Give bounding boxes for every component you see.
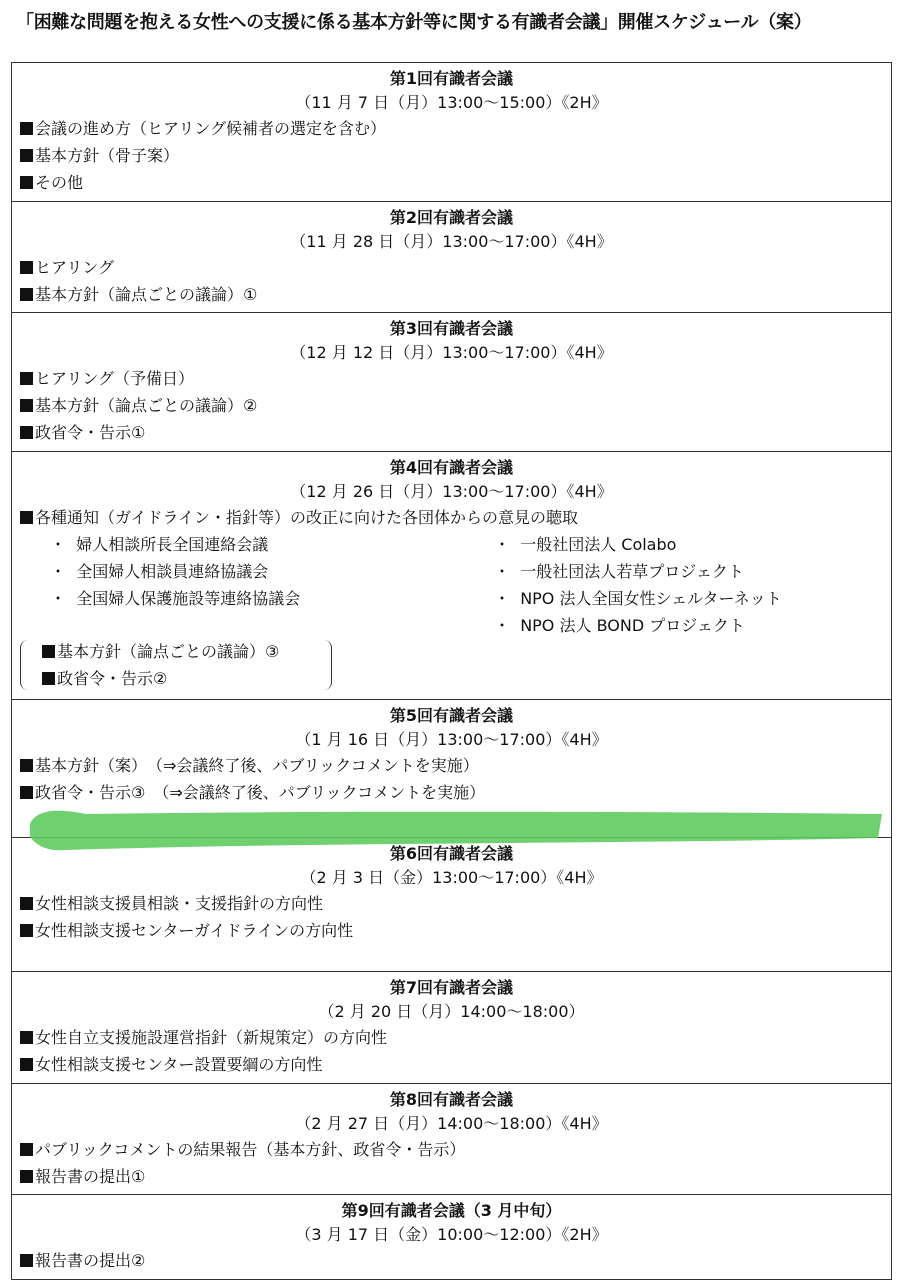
agenda-item: ヒアリング [12,254,891,281]
meeting-date: （2 月 27 日（月）14:00～18:00）《4H》 [295,1114,608,1133]
agenda-item: パブリックコメントの結果報告（基本方針、政省令・告示） [12,1136,891,1163]
agenda-item: 基本方針（案） （⇒会議終了後、パブリックコメントを実施） [12,752,891,779]
meeting-7 [12,972,891,1084]
meeting-title: 第3回有識者会議 [389,319,514,338]
agenda-item: 女性自立支援施設運営指針（新規策定）の方向性 [12,1024,891,1051]
meeting-date: （2 月 3 日（金）13:00～17:00）《4H》 [300,868,603,887]
hearing-organizations [12,531,891,645]
square-bullet-icon [20,261,33,274]
agenda-item: 各種通知（ガイドライン・指針等）の改正に向けた各団体からの意見の聴取 [12,504,891,531]
agenda-item: その他 [12,169,891,196]
meeting-title: 第6回有識者会議 [389,844,514,863]
square-bullet-icon [20,1143,33,1156]
square-bullet-icon [20,1170,33,1183]
org-item: ・ NPO 法人全国女性シェルターネット [494,589,782,608]
agenda-item: 基本方針（論点ごとの議論）③ [42,638,279,665]
square-bullet-icon [20,399,33,412]
square-bullet-icon [42,672,55,685]
agenda-item: 女性相談支援センター設置要綱の方向性 [12,1051,891,1078]
square-bullet-icon [20,122,33,135]
square-bullet-icon [20,176,33,189]
square-bullet-icon [20,759,33,772]
meeting-4 [12,452,891,700]
agenda-item: 基本方針（論点ごとの議論）① [12,281,891,308]
square-bullet-icon [20,897,33,910]
meeting-title: 第4回有識者会議 [389,458,514,477]
square-bullet-icon [20,149,33,162]
org-item: ・ 一般社団法人若草プロジェクト [494,562,744,581]
agenda-item: 基本方針（骨子案） [12,142,891,169]
org-item: ・ NPO 法人 BOND プロジェクト [494,616,745,635]
meeting-date: （3 月 17 日（金）10:00～12:00）《2H》 [295,1225,608,1244]
square-bullet-icon [20,924,33,937]
agenda-item: 報告書の提出② [12,1247,891,1274]
agenda-item: 報告書の提出① [12,1163,891,1190]
square-bullet-icon [20,786,33,799]
org-item: ・ 全国婦人相談員連絡協議会 [50,562,269,581]
agenda-item: 基本方針（論点ごとの議論）② [12,392,891,419]
org-item: ・ 全国婦人保護施設等連絡協議会 [50,589,301,608]
meeting-6 [12,838,891,972]
agenda-item: 政省令・告示③ （⇒会議終了後、パブリックコメントを実施） [12,779,891,806]
meeting-date: （11 月 7 日（月）13:00～15:00）《2H》 [295,93,608,112]
meeting-title: 第2回有識者会議 [389,208,514,227]
org-item: ・ 婦人相談所長全国連絡会議 [50,535,269,554]
agenda-item: 女性相談支援センターガイドラインの方向性 [12,917,891,944]
square-bullet-icon [20,372,33,385]
green-highlighter-stroke [26,800,884,856]
square-bullet-icon [20,1058,33,1071]
meeting-date: （1 月 16 日（月）13:00～17:00）《4H》 [295,730,608,749]
square-bullet-icon [20,426,33,439]
meeting-title: 第7回有識者会議 [389,978,514,997]
agenda-item: ヒアリング（予備日） [12,365,891,392]
meeting-8 [12,1084,891,1195]
square-bullet-icon [42,645,55,658]
meeting-2 [12,202,891,313]
square-bullet-icon [20,1254,33,1267]
meeting-1 [12,63,891,202]
meeting-title: 第8回有識者会議 [389,1090,514,1109]
agenda-item: 女性相談支援員相談・支援指針の方向性 [12,890,891,917]
agenda-item: 政省令・告示① [12,419,891,446]
org-item: ・ 一般社団法人 Colabo [494,535,677,554]
square-bullet-icon [20,511,33,524]
meeting-title: 第5回有識者会議 [389,706,514,725]
meeting-title: 第1回有識者会議 [389,69,514,88]
schedule-table [11,62,892,1280]
meeting-3 [12,313,891,452]
meeting-9 [12,1195,891,1279]
meeting-date: （12 月 12 日（月）13:00～17:00）《4H》 [290,343,613,362]
meeting-date: （2 月 20 日（月）14:00～18:00） [318,1002,585,1021]
agenda-item: 会議の進め方（ヒアリング候補者の選定を含む） [12,115,891,142]
square-bullet-icon [20,288,33,301]
square-bullet-icon [20,1031,33,1044]
page-title: 「困難な問題を抱える女性への支援に係る基本方針等に関する有識者会議」開催スケジュール（案） [16,12,812,33]
meeting-title: 第9回有識者会議（3 月中旬） [341,1201,562,1220]
meeting-date: （11 月 28 日（月）13:00～17:00）《4H》 [290,232,613,251]
agenda-item: 政省令・告示② [42,665,167,692]
meeting-date: （12 月 26 日（月）13:00～17:00）《4H》 [290,482,613,501]
